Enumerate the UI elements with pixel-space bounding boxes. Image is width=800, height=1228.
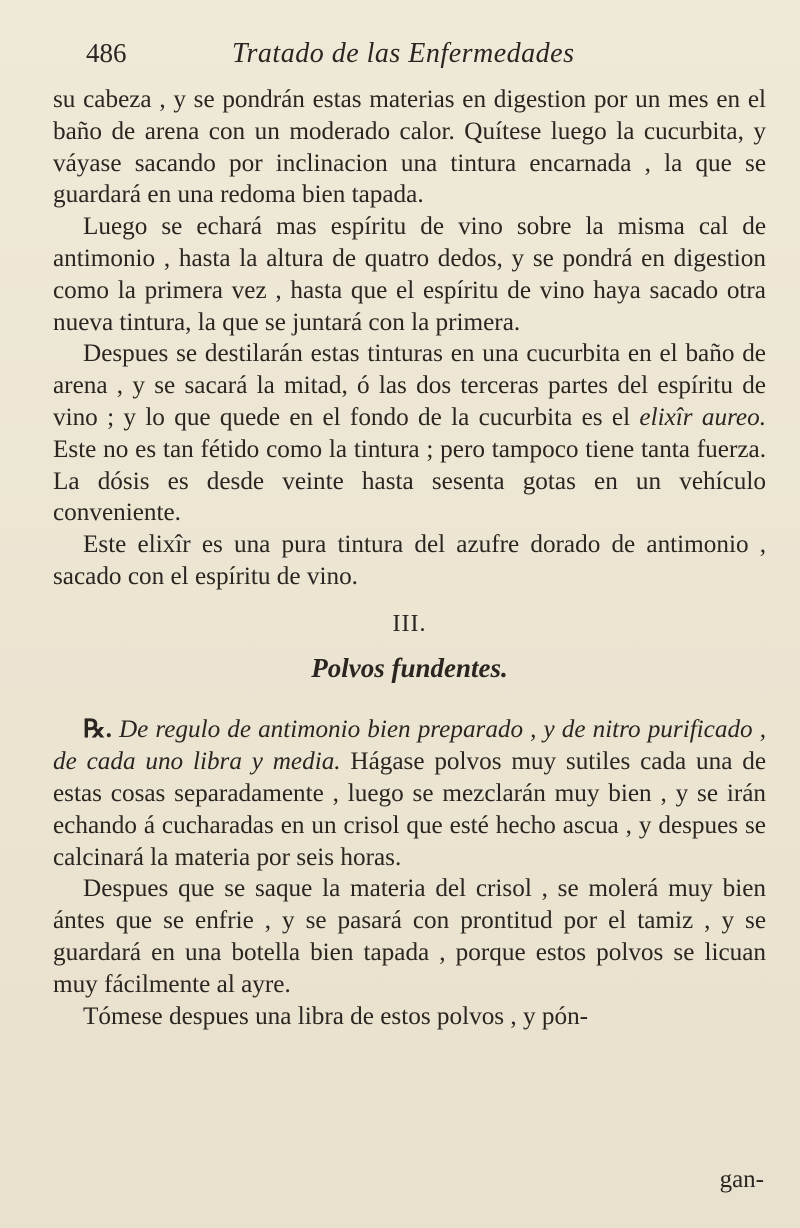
paragraph-3-text-a: Despues se destilarán estas tinturas en una cucurbita en el baño de arena , y se sacará la mitad, ó las dos terceras partes del espíritu de vino ; y lo que quede en el fondo de la cucurbita es el [53,340,766,431]
running-head: Tratado de las Enfermedades [232,38,575,69]
paragraph-3 [53,338,766,529]
recipe-ingredients: De regulo de antimonio bien preparado , y de nitro purificado , de cada uno libra y media. [53,716,766,776]
recipe-paragraph [53,714,766,873]
paragraph-2: Luego se echará mas espíritu de vino sobre la misma cal de antimonio , hasta la altura de quatro dedos, y se pondrá en digestion como la primera vez , hasta que el espíritu de vino haya sacado otra nueva tintura, la que se juntará con la primera. [53,213,766,336]
paragraph-3-text-b: Este no es tan fétido como la tintura ; pero tampoco tiene tanta fuerza. La dósis es desde veinte hasta sesenta gotas en un vehículo conveniente. [53,435,766,527]
recipe-instructions: Hágase polvos muy sutiles cada una de estas cosas separadamente , luego se mezclarán muy bien , y se irán echando á cucharadas en un crisol que esté hecho ascua , y despues se calcinará la materia por seis horas. [53,748,766,871]
page-header [86,38,766,78]
page-number: 486 [86,38,127,68]
paragraph-5: Despues que se saque la materia del crisol , se molerá muy bien ántes que se enfrie , y se pasará con prontitud por el tamiz , y se guardará en una botella bien tapada , porque estos polvos se licuan muy fácilmente al ayre. [53,875,766,998]
section-number: III. [392,610,427,637]
recipe-symbol: ℞. [83,716,112,744]
elixir-aureo-term: elixîr aureo. [639,403,766,431]
paragraph-6: Tómese despues una libra de estos polvos , y pón- [83,1002,589,1030]
section-title: Polvos fundentes. [311,652,508,683]
page-body [53,84,766,1032]
catchword: gan- [719,1166,764,1193]
paragraph-4: Este elixîr es una pura tintura del azufre dorado de antimonio , sacado con el espíritu de vino. [53,531,766,590]
paragraph-1: su cabeza , y se pondrán estas materias en digestion por un mes en el baño de arena con un moderado calor. Quítese luego la cucurbita, y váyase sacando por inclinacion una tintura encarnada , la que se guardará en una redoma bien tapada. [53,86,766,209]
